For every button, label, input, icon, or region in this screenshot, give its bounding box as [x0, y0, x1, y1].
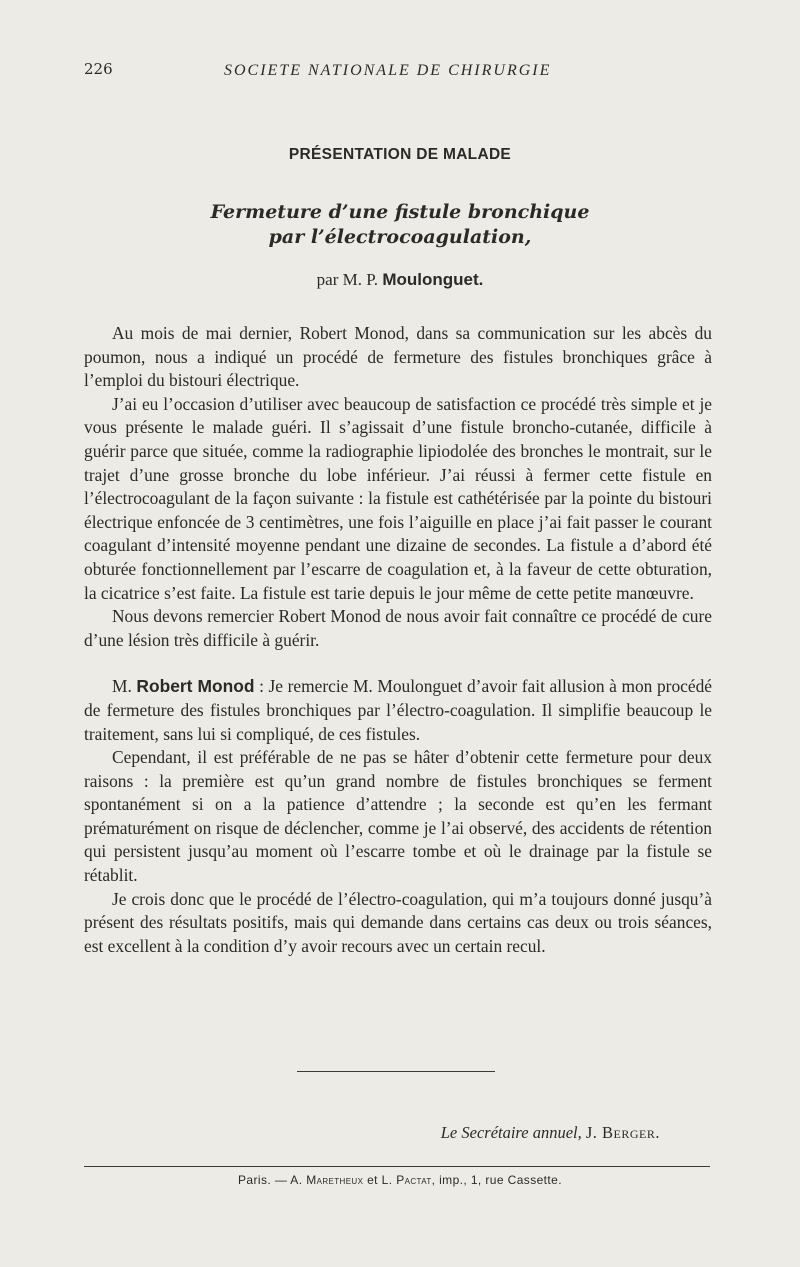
byline-prefix: par M. P. [316, 270, 379, 289]
byline [0, 270, 800, 290]
imprint-printer-1: Maretheux [306, 1173, 364, 1187]
imprint-printer-2: Pactat [396, 1173, 432, 1187]
paragraph-5: Cependant, il est préférable de ne pas se hâter d’obtenir cette fermeture pour deux raisons : la première est qu’un grand nombre de fistules bronchiques se ferment spontanément si on a la patience d’attendre ; la seconde est qu’en les fermant prématurément on risque de déclencher, comme je l’ai observé, des accidents de rétention qui persistent jusqu’au moment où l’escarre tombe et où le drainage par la fistule se rétablit. [84, 747, 712, 886]
paragraph-6: Je crois donc que le procédé de l’électro-coagulation, qui m’a toujours donné jusqu’à présent des résultats positifs, mais qui demande dans certains cas deux ou trois séances, est excellent à la condition d’y avoir recours avec un certain recul. [84, 888, 712, 956]
page-number: 226 [84, 60, 113, 78]
footer-rule [84, 1166, 710, 1167]
imprint-suffix: , imp., 1, rue Cassette. [431, 1173, 562, 1187]
speaker-prefix: M. [112, 676, 132, 697]
paragraph-3: Nous devons remercier Robert Monod de nous avoir fait connaître ce procédé de cure d’une lésion très difficile à guérir. [84, 606, 712, 650]
section-title: PRÉSENTATION DE MALADE [288, 146, 512, 163]
imprint-prefix: Paris. — A. [238, 1173, 303, 1187]
speaker-name: Robert Monod [136, 676, 255, 697]
discussion-text: : Je remercie M. Moulonguet d’avoir fait allusion à mon procédé de fermeture des fistules bronchiques par l’électro-coagulation. Il simplifie beaucoup le traitement, sans lui si compliqué, de ces fistules. [84, 676, 712, 744]
signature [441, 1123, 660, 1143]
article-title-line-2: par l’électrocoagulation, [268, 226, 532, 248]
article-title-line-1: Fermeture d’une fistule bronchique [210, 201, 590, 223]
signature-role: Le Secrétaire annuel, [440, 1123, 582, 1142]
running-head: SOCIETE NATIONALE DE CHIRURGIE [224, 62, 552, 79]
paragraph-1: Au mois de mai dernier, Robert Monod, dans sa communication sur les abcès du poumon, nous a indiqué un procédé de fermeture des fistules bronchiques grâce à l’emploi du bistouri électrique. [84, 323, 712, 391]
signature-name: J. Berger. [585, 1123, 660, 1142]
discussion-paragraph [84, 675, 712, 746]
byline-author: Moulonguet. [382, 270, 484, 289]
separator-rule [297, 1071, 495, 1072]
paragraph-2: J’ai eu l’occasion d’utiliser avec beaucoup de satisfaction ce procédé très simple et je vous présente le malade guéri. Il s’agissait d’une fistule broncho-cutanée, difficile à guérir parce que située, comme la radiographie lipiodolée des bronches le montrait, sur le trajet d’une grosse bronche du lobe inférieur. J’ai réussi à fermer cette fistule en l’électrocoagulant de la façon suivante : la fistule est cathétérisée par la pointe du bistouri électrique enfoncée de 3 centimètres, une fois l’aiguille en place j’ai fait passer le courant coagulant d’intensité moyenne pendant une dizaine de secondes. La fistule a d’abord été obturée fonctionnellement par l’escarre de coagulation et, à la faveur de cette obturation, la cicatrice s’est faite. La fistule est tarie depuis le jour même de cette petite manœuvre. [84, 393, 712, 603]
imprint-connector: et L. [367, 1173, 393, 1187]
article-title [0, 200, 800, 250]
article-body [84, 322, 712, 958]
page-header [84, 58, 724, 88]
printer-imprint [0, 1173, 800, 1187]
